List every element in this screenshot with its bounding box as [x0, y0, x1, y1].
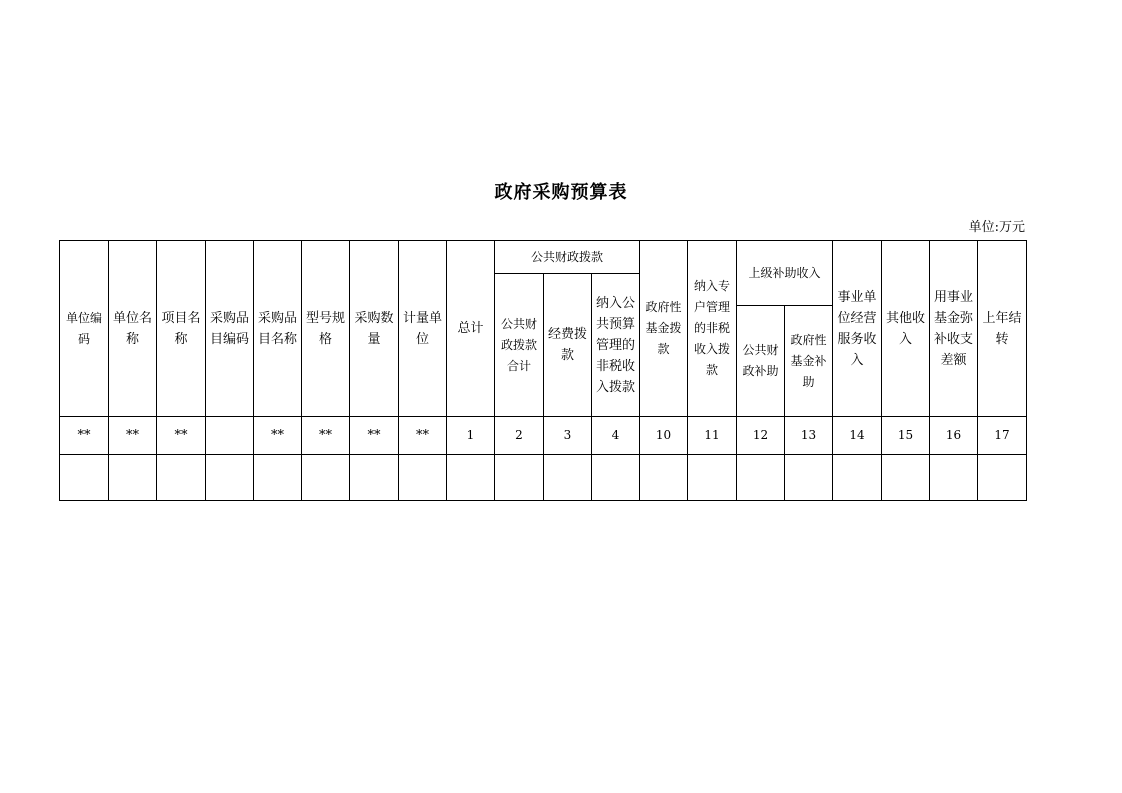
data-cell: [302, 455, 350, 501]
header-measure-unit: 计量单位: [399, 241, 447, 417]
code-cell: **: [399, 417, 447, 455]
code-cell: 15: [882, 417, 930, 455]
code-cell: **: [60, 417, 109, 455]
code-cell: 1: [447, 417, 495, 455]
code-cell: 13: [785, 417, 833, 455]
header-fund-balance-supplement: 用事业基金弥补收支差额: [930, 241, 978, 417]
code-cell: **: [350, 417, 399, 455]
data-cell: [157, 455, 206, 501]
data-cell: [399, 455, 447, 501]
code-cell: **: [254, 417, 302, 455]
data-cell: [60, 455, 109, 501]
header-item-code: 采购品目编码: [206, 241, 254, 417]
data-cell: [978, 455, 1027, 501]
data-cell: [930, 455, 978, 501]
header-public-finance-group: 公共财政拨款: [495, 241, 640, 274]
header-gov-fund-subsidy: 政府性基金补助: [785, 306, 833, 417]
data-cell: [254, 455, 302, 501]
code-cell: 3: [544, 417, 592, 455]
budget-table: [59, 240, 1027, 501]
header-total: 总计: [447, 241, 495, 417]
page-title: 政府采购预算表: [494, 182, 628, 203]
table-row: [60, 417, 1027, 455]
header-unit-name: 单位名称: [109, 241, 157, 417]
data-cell: [592, 455, 640, 501]
code-cell: **: [302, 417, 350, 455]
table-row: [60, 455, 1027, 501]
unit-label: 单位:万元: [968, 220, 1025, 235]
code-cell: 17: [978, 417, 1027, 455]
code-cell: **: [157, 417, 206, 455]
header-other-income: 其他收入: [882, 241, 930, 417]
header-item-name: 采购品目名称: [254, 241, 302, 417]
code-cell: 2: [495, 417, 544, 455]
header-prior-year-carryover: 上年结转: [978, 241, 1027, 417]
data-cell: [447, 455, 495, 501]
header-business-service-income: 事业单位经营服务收入: [833, 241, 882, 417]
data-cell: [882, 455, 930, 501]
data-cell: [737, 455, 785, 501]
data-cell: [640, 455, 688, 501]
code-cell: 16: [930, 417, 978, 455]
header-quantity: 采购数量: [350, 241, 399, 417]
header-unit-code: 单位编码: [60, 241, 109, 417]
header-public-finance-total: 公共财政拨款合计: [495, 274, 544, 417]
code-cell: 14: [833, 417, 882, 455]
data-cell: [688, 455, 737, 501]
code-cell: 11: [688, 417, 737, 455]
code-cell: [206, 417, 254, 455]
header-expense-allocation: 经费拨款: [544, 274, 592, 417]
code-cell: 4: [592, 417, 640, 455]
header-model-spec: 型号规格: [302, 241, 350, 417]
data-cell: [206, 455, 254, 501]
header-special-account-non-tax: 纳入专户管理的非税收入拨款: [688, 241, 737, 417]
data-cell: [350, 455, 399, 501]
header-non-tax-in-budget: 纳入公共预算管理的非税收入拨款: [592, 274, 640, 417]
header-project-name: 项目名称: [157, 241, 206, 417]
code-cell: **: [109, 417, 157, 455]
data-cell: [495, 455, 544, 501]
data-cell: [785, 455, 833, 501]
data-cell: [109, 455, 157, 501]
header-public-finance-subsidy: 公共财政补助: [737, 306, 785, 417]
code-cell: 12: [737, 417, 785, 455]
header-gov-fund-allocation: 政府性基金拨款: [640, 241, 688, 417]
code-cell: 10: [640, 417, 688, 455]
header-superior-subsidy-group: 上级补助收入: [737, 241, 833, 306]
data-cell: [544, 455, 592, 501]
data-cell: [833, 455, 882, 501]
